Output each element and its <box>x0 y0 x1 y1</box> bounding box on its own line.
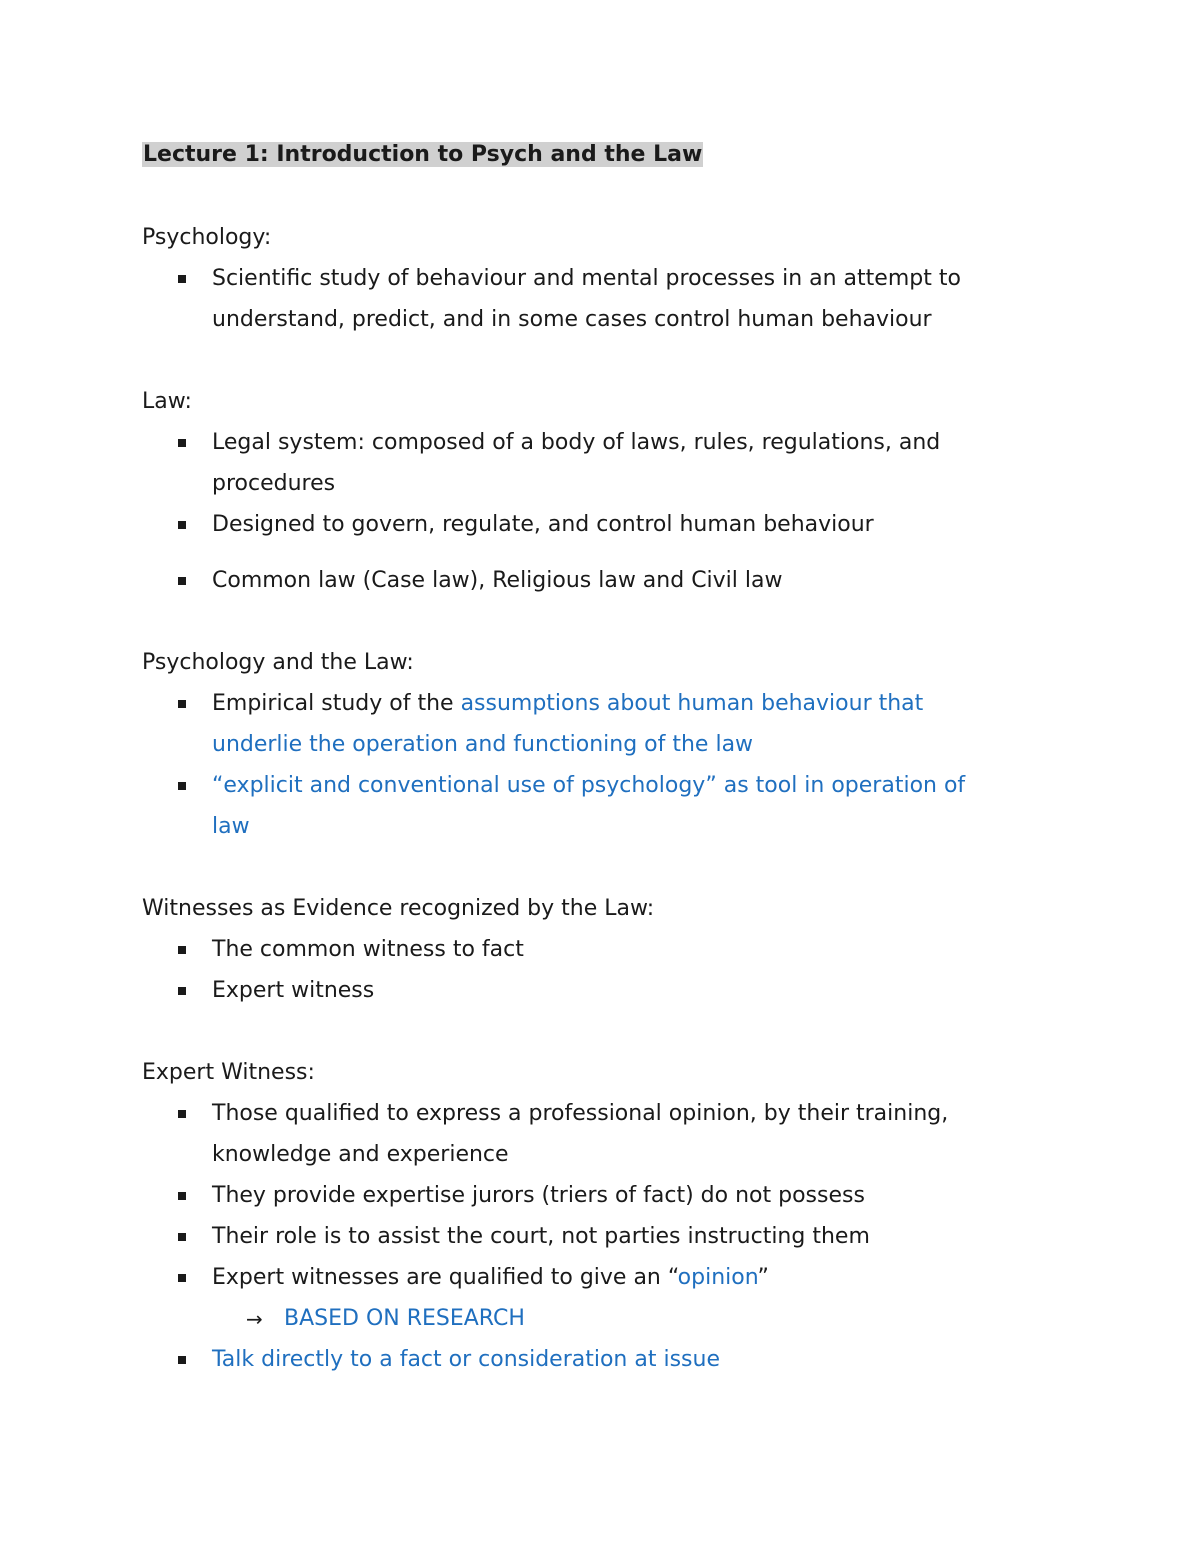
bullet-marker <box>178 567 190 595</box>
list-item <box>212 1264 769 1292</box>
list-item-continuation: understand, predict, and in some cases control human behaviour <box>212 307 932 332</box>
list-item: Expert witness <box>212 978 375 1003</box>
bullet-marker <box>178 265 190 293</box>
list-item-continuation: procedures <box>212 471 336 496</box>
list-item-text: Expert witnesses are qualified to give an “ <box>212 1265 678 1290</box>
page-title <box>142 141 703 169</box>
bullet-marker <box>178 936 190 964</box>
bullet-marker <box>178 1346 190 1374</box>
page-title-text: Lecture 1: Introduction to Psych and the Law <box>143 142 703 167</box>
arrow-right-icon: → <box>246 1307 263 1331</box>
bullet-marker <box>178 1182 190 1210</box>
list-item: Talk directly to a fact or consideration at issue <box>212 1347 720 1372</box>
list-item-continuation: knowledge and experience <box>212 1142 509 1167</box>
list-item <box>212 690 923 718</box>
sub-list-item: BASED ON RESEARCH <box>284 1306 525 1331</box>
bullet-marker <box>178 1264 190 1292</box>
heading-psychology-and-law: Psychology and the Law: <box>142 650 414 675</box>
list-item: Designed to govern, regulate, and control human behaviour <box>212 512 874 537</box>
list-item: They provide expertise jurors (triers of fact) do not possess <box>212 1183 865 1208</box>
list-item: Those qualified to express a professional opinion, by their training, <box>212 1101 949 1126</box>
list-item: Scientific study of behaviour and mental processes in an attempt to <box>212 266 961 291</box>
heading-witnesses: Witnesses as Evidence recognized by the Law: <box>142 896 655 921</box>
bullet-marker <box>178 772 190 800</box>
list-item-text: Empirical study of the <box>212 691 461 716</box>
list-item: Legal system: composed of a body of laws, rules, regulations, and <box>212 430 941 455</box>
bullet-marker <box>178 690 190 718</box>
bullet-marker <box>178 511 190 539</box>
highlighted-text: opinion <box>677 1265 758 1290</box>
list-item: Their role is to assist the court, not parties instructing them <box>212 1224 870 1249</box>
bullet-marker <box>178 429 190 457</box>
highlighted-text: assumptions about human behaviour that <box>460 691 924 716</box>
list-item: Common law (Case law), Religious law and Civil law <box>212 568 783 593</box>
list-item: “explicit and conventional use of psychology” as tool in operation of <box>212 773 966 798</box>
bullet-marker <box>178 1223 190 1251</box>
bullet-marker <box>178 977 190 1005</box>
heading-expert-witness: Expert Witness: <box>142 1060 315 1085</box>
list-item-text-end: ” <box>757 1265 769 1290</box>
bullet-marker <box>178 1100 190 1128</box>
list-item-continuation: law <box>212 814 250 839</box>
heading-psychology: Psychology: <box>142 225 272 250</box>
heading-law: Law: <box>142 389 192 414</box>
list-item-continuation: underlie the operation and functioning of the law <box>212 732 754 757</box>
list-item: The common witness to fact <box>212 937 524 962</box>
